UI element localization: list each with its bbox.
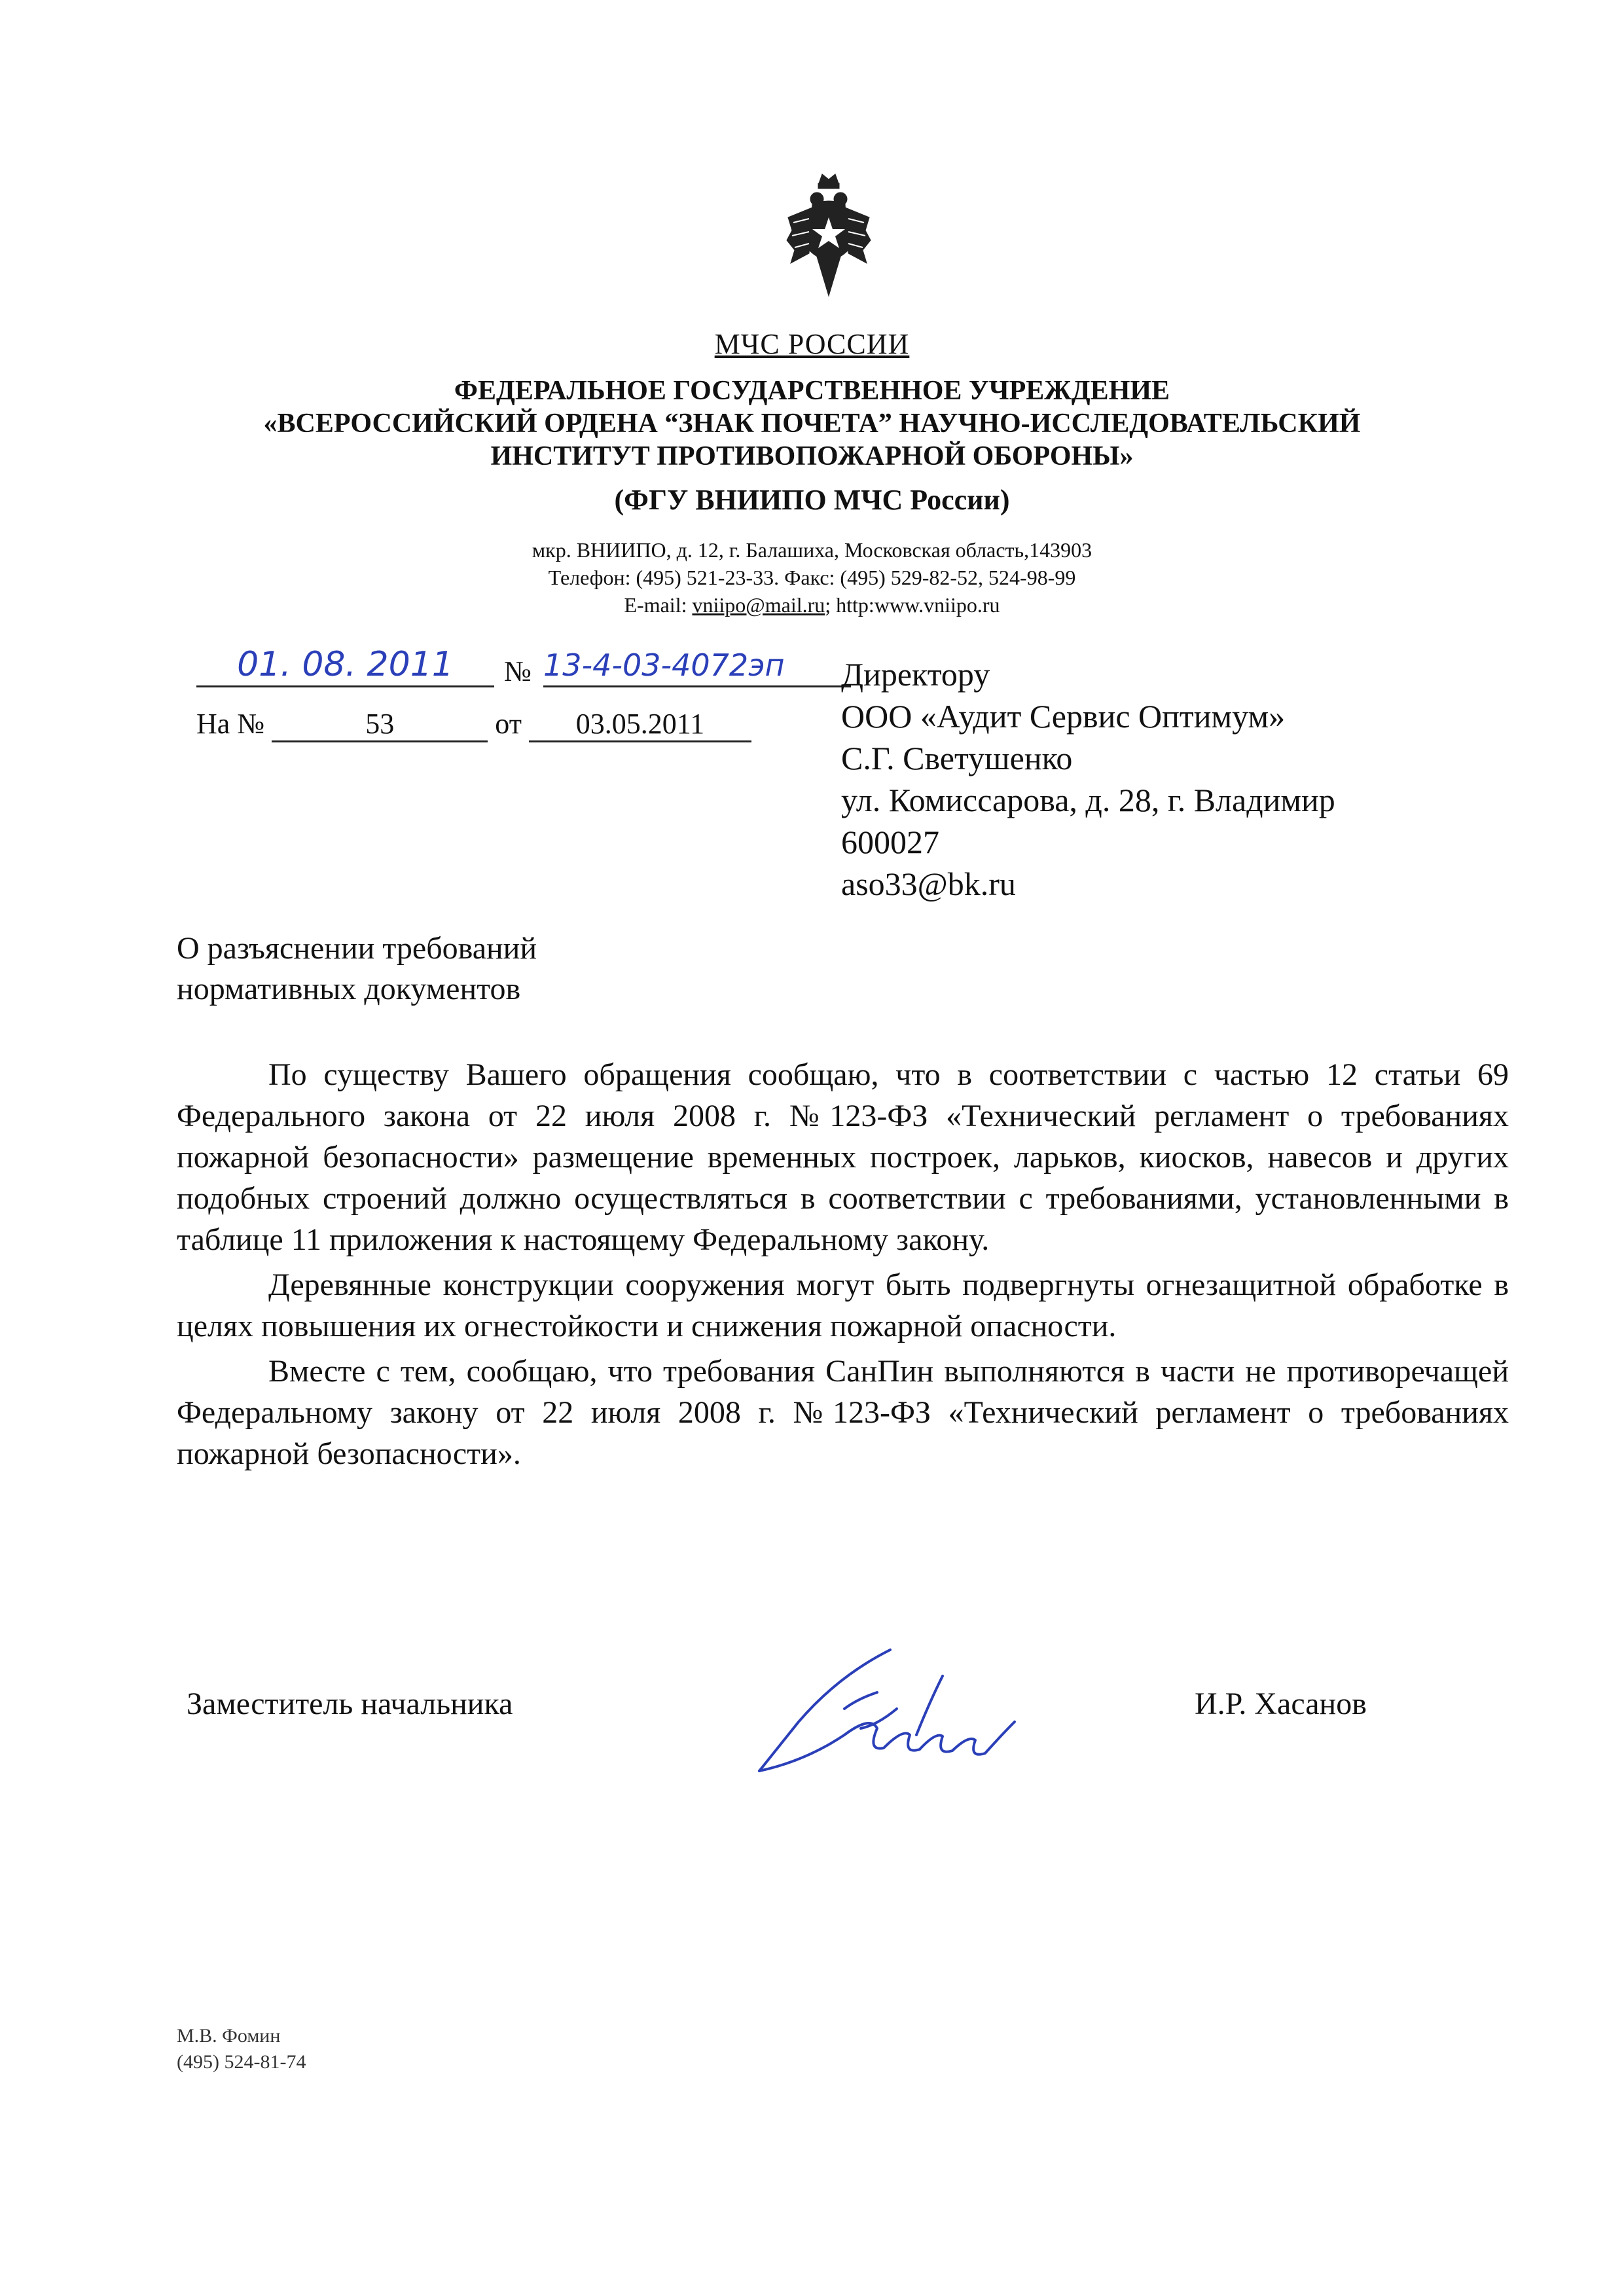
inbound-date-label: от: [495, 708, 522, 740]
subject-line-1: О разъяснении требований: [177, 931, 537, 966]
executor-name: М.В. Фомин: [177, 2025, 281, 2047]
org-name-line-3: ИНСТИТУТ ПРОТИВОПОЖАРНОЙ ОБОРОНЫ»: [490, 441, 1134, 471]
website: ; http:www.vniipo.ru: [825, 593, 1000, 617]
org-short-name: (ФГУ ВНИИПО МЧС России): [614, 484, 1010, 516]
recipient-person: С.Г. Светушенко: [841, 740, 1073, 776]
inbound-number: 53: [272, 707, 488, 742]
recipient-title: Директору: [841, 656, 990, 693]
outgoing-date-field: [196, 645, 494, 687]
recipient-company: ООО «Аудит Сервис Оптимум»: [841, 698, 1286, 735]
agency-name: МЧС РОССИИ: [714, 328, 910, 360]
email-link[interactable]: vniipo@mail.ru: [692, 593, 825, 617]
emchs-eagle-emblem-icon: [783, 172, 875, 302]
recipient-block: [841, 653, 1335, 905]
org-name-line-2: «ВСЕРОССИЙСКИЙ ОРДЕНА “ЗНАК ПОЧЕТА” НАУЧНО-ИССЛЕДОВАТЕЛЬСКИЙ: [263, 409, 1361, 439]
executor-info: [177, 2023, 306, 2075]
org-web-contacts: [0, 592, 1624, 618]
body-paragraph-2: Деревянные конструкции сооружения могут быть подвергнуты огнезащитной обработке в целях повышения их огнестойкости и снижения пожарной опасности.: [177, 1267, 1509, 1343]
outgoing-date: 01. 08. 2011: [237, 645, 454, 684]
handwritten-signature-icon: [746, 1637, 1034, 1781]
email-label: E-mail:: [624, 593, 693, 617]
inbound-date: 03.05.2011: [529, 707, 751, 742]
recipient-street: ул. Комиссарова, д. 28, г. Владимир: [841, 782, 1335, 818]
subject-line-2: нормативных документов: [177, 972, 521, 1006]
inbound-reference: [196, 707, 751, 742]
signatory-name: И.Р. Хасанов: [1195, 1686, 1367, 1721]
executor-phone: (495) 524-81-74: [177, 2051, 306, 2073]
outgoing-number: 13-4-03-4072эп: [543, 647, 785, 683]
recipient-email[interactable]: aso33@bk.ru: [841, 866, 1016, 902]
letter-subject: [177, 928, 537, 1010]
letter-body: [177, 1054, 1509, 1478]
body-paragraph-3: Вместе с тем, сообщаю, что требования СанПин выполняются в части не противоречащей Федеральному закону от 22 июля 2008 г. №123-ФЗ «Технический регламент о требованиях пожарной безопасности».: [177, 1354, 1509, 1471]
recipient-postcode: 600027: [841, 824, 939, 860]
outgoing-number-field: [543, 645, 851, 687]
outgoing-number-label: №: [504, 655, 532, 687]
org-name-line-1: ФЕДЕРАЛЬНОЕ ГОСУДАРСТВЕННОЕ УЧРЕЖДЕНИЕ: [454, 376, 1170, 406]
inbound-number-label: На №: [196, 708, 265, 740]
org-phone-fax: Телефон: (495) 521-23-33. Факс: (495) 529-82-52, 524-98-99: [548, 566, 1076, 589]
body-paragraph-1: По существу Вашего обращения сообщаю, что в соответствии с частью 12 статьи 69 Федерального закона от 22 июля 2008 г. №123-ФЗ «Технический регламент о требованиях пожарной безопасности» размещение временных построек, ларьков, киосков, навесов и других подобных строений должно осуществляться в соответствии с требованиями, установленными в таблице 11 приложения к настоящему Федеральному закону.: [177, 1057, 1509, 1257]
org-address: мкр. ВНИИПО, д. 12, г. Балашиха, Московская область,143903: [532, 538, 1092, 562]
signatory-position: Заместитель начальника: [187, 1686, 513, 1721]
